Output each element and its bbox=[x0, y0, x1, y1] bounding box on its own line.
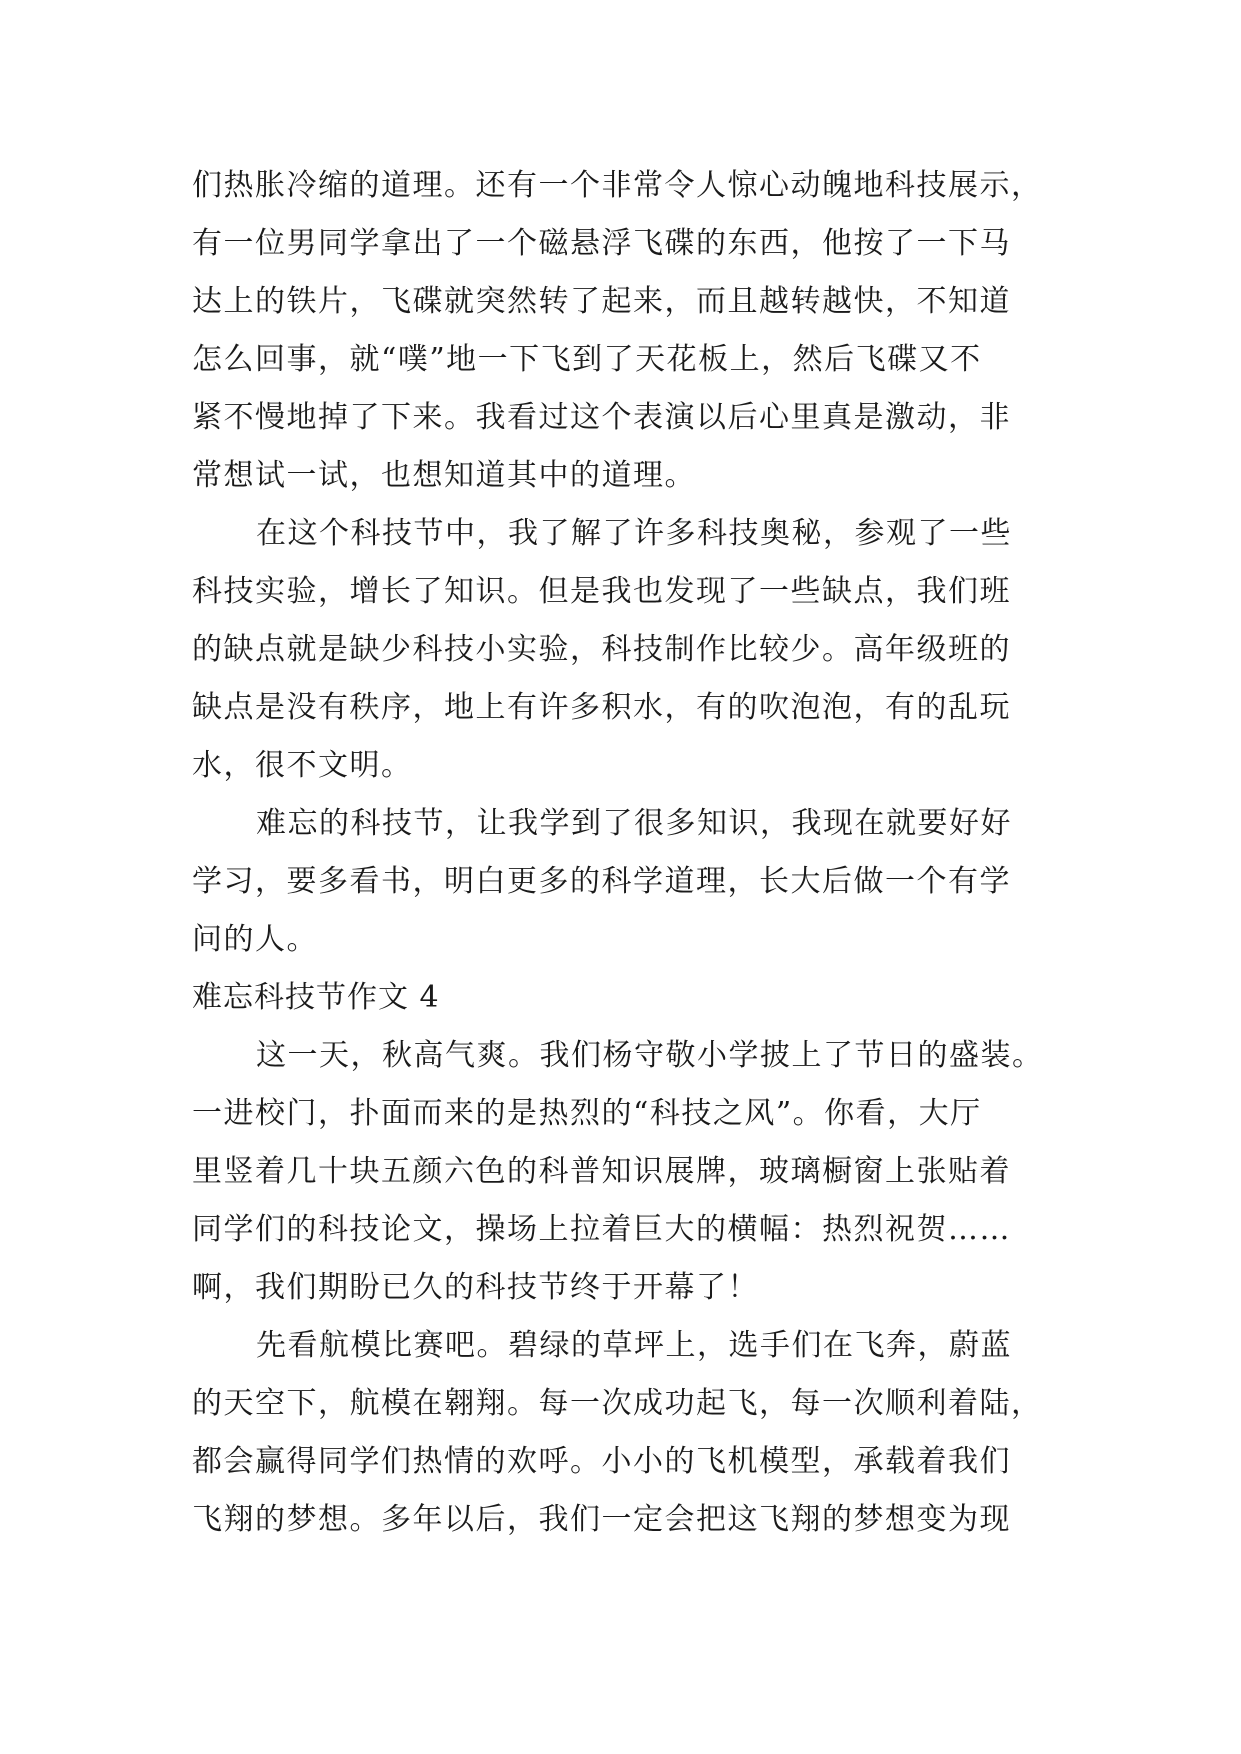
text-line: 水，很不文明。 bbox=[192, 748, 413, 783]
paragraph-first-line: 这一天，秋高气爽。我们杨守敬小学披上了节日的盛装。 bbox=[256, 1038, 1044, 1073]
text-line: 怎么回事，就“噗”地一下飞到了天花板上，然后飞碟又不 bbox=[192, 342, 982, 377]
text-line: 达上的铁片，飞碟就突然转了起来，而且越转越快，不知道 bbox=[192, 284, 1011, 319]
text-line: 的天空下，航模在翱翔。每一次成功起飞，每一次顺利着陆， bbox=[192, 1386, 1043, 1421]
text-line: 一进校门，扑面而来的是热烈的“科技之风”。你看，大厅 bbox=[192, 1096, 982, 1131]
text-line: 的缺点就是缺少科技小实验，科技制作比较少。高年级班的 bbox=[192, 632, 1011, 667]
section-heading: 难忘科技节作文 4 bbox=[192, 980, 440, 1015]
text-line: 飞翔的梦想。多年以后，我们一定会把这飞翔的梦想变为现 bbox=[192, 1502, 1011, 1537]
paragraph-first-line: 先看航模比赛吧。碧绿的草坪上，选手们在飞奔，蔚蓝 bbox=[256, 1328, 1012, 1363]
paragraph-first-line: 在这个科技节中，我了解了许多科技奥秘，参观了一些 bbox=[256, 516, 1012, 551]
text-line: 缺点是没有秩序，地上有许多积水，有的吹泡泡，有的乱玩 bbox=[192, 690, 1011, 725]
text-line: 学习，要多看书，明白更多的科学道理，长大后做一个有学 bbox=[192, 864, 1011, 899]
paragraph-first-line: 难忘的科技节，让我学到了很多知识，我现在就要好好 bbox=[256, 806, 1012, 841]
text-line: 同学们的科技论文，操场上拉着巨大的横幅：热烈祝贺…… bbox=[192, 1212, 1011, 1247]
text-line: 紧不慢地掉了下来。我看过这个表演以后心里真是激动，非 bbox=[192, 400, 1011, 435]
text-line: 常想试一试，也想知道其中的道理。 bbox=[192, 458, 696, 493]
text-line: 啊，我们期盼已久的科技节终于开幕了！ bbox=[192, 1270, 759, 1305]
text-line: 问的人。 bbox=[192, 922, 318, 957]
text-line: 里竖着几十块五颜六色的科普知识展牌，玻璃橱窗上张贴着 bbox=[192, 1154, 1011, 1189]
text-line: 们热胀冷缩的道理。还有一个非常令人惊心动魄地科技展示， bbox=[192, 168, 1043, 203]
text-line: 有一位男同学拿出了一个磁悬浮飞碟的东西，他按了一下马 bbox=[192, 226, 1011, 261]
text-line: 科技实验，增长了知识。但是我也发现了一些缺点，我们班 bbox=[192, 574, 1011, 609]
text-line: 都会赢得同学们热情的欢呼。小小的飞机模型，承载着我们 bbox=[192, 1444, 1011, 1479]
